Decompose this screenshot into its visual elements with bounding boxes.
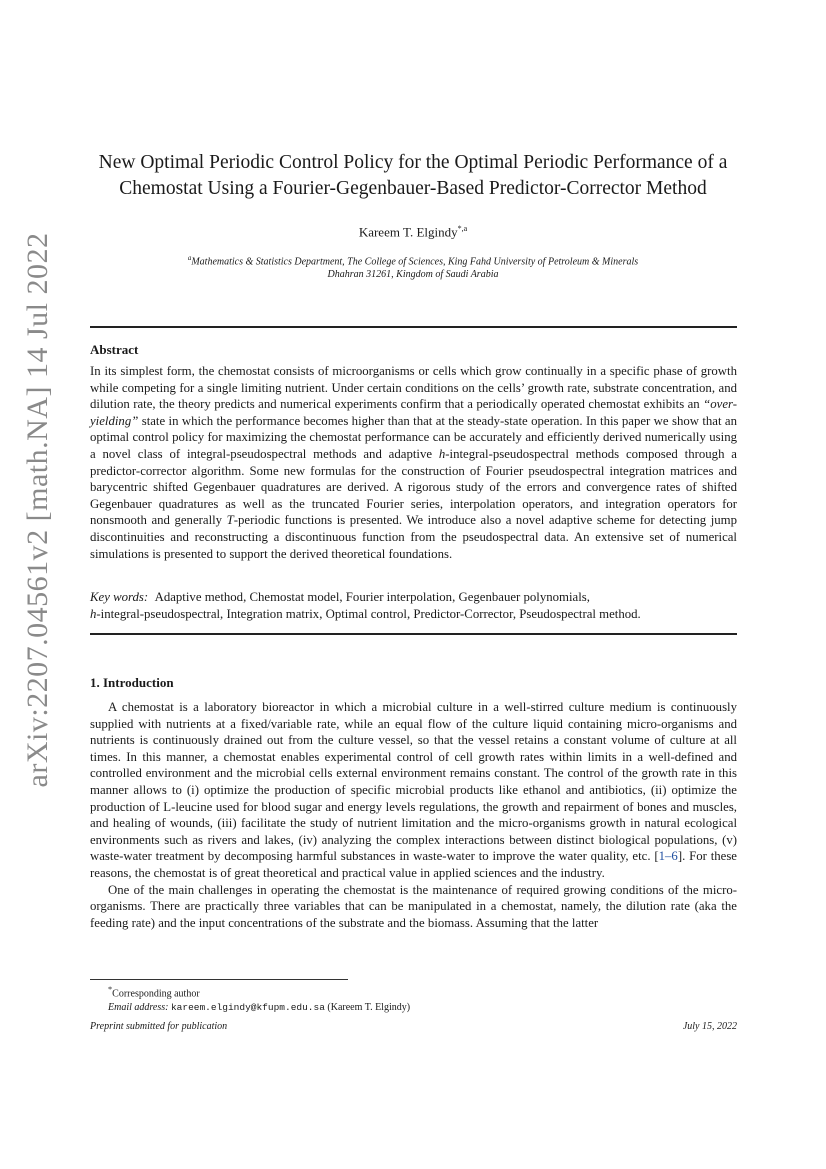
intro-paragraph-1: A chemostat is a laboratory bioreactor in which a microbial culture in a well-stirred culture medium is continuously supplied with nutrients at a fixed/variable rate, while an equal flow of the culture liquid containing micro-organisms and nutrients is continuously drained out from the culture vessel, so that the vessel retains a constant volume of culture at all times. In this manner, a chemostat enables experimental control of cell growth rates within limits in a well-defined and controlled environment and the microbial cells external environment remains constant. The control of the growth rate in this manner allows to (i) optimize the production of specific microbial products like ethanol and antibiotics, (ii) optimize the production of L-leucine used for blood sugar and energy levels regulations, the growth and repairment of bones and muscles, and healing of wounds, (iii) facilitate the study of nutrient limitation and the micro-organisms growth in natural ecological environments such as rivers and lakes, (iv) analyzing the complex interactions between distinct biological populations, (v) waste-water treatment by decomposing harmful substances in waste-water to improve the water quality, etc. [1–6]. For these reasons, the chemostat is of great theoretical and practical value in applied sciences and the industry. xyxy=(90,700,737,880)
affiliation-line-1: Mathematics & Statistics Department, The College of Sciences, King Fahd University of Petroleum & Minerals xyxy=(191,256,639,268)
author-line xyxy=(70,224,756,240)
footnote-email-label: Email address: xyxy=(108,1002,169,1014)
paper-title xyxy=(70,150,756,202)
footnote-email[interactable]: kareem.elgindy@kfupm.edu.sa xyxy=(170,1002,325,1014)
footnote-email-owner: (Kareem T. Elgindy) xyxy=(327,1002,411,1014)
introduction-body xyxy=(90,699,737,931)
affiliation-line-2: Dhahran 31261, Kingdom of Saudi Arabia xyxy=(327,269,499,281)
keywords-line-1: Adaptive method, Chemostat model, Fourier interpolation, Gegenbauer polynomials, xyxy=(154,590,590,604)
title-line-1: New Optimal Periodic Control Policy for the Optimal Periodic Performance of a xyxy=(98,152,728,173)
footer-preprint-note: Preprint submitted for publication xyxy=(90,1021,228,1032)
abstract-heading: Abstract xyxy=(90,342,139,357)
arxiv-sidebar-stamp xyxy=(16,232,60,788)
section-heading-introduction: 1. Introduction xyxy=(90,675,174,690)
keywords: Key words: Adaptive method, Chemostat model, Fourier interpolation, Gegenbauer polynomials, h-integral-pseudospectral, Integration matrix, Optimal control, Predictor-Corrector, Pseudospectral method. xyxy=(90,590,641,621)
title-line-2: Chemostat Using a Fourier-Gegenbauer-Based Predictor-Corrector Method xyxy=(119,178,707,199)
author-name: Kareem T. Elgindy xyxy=(358,224,458,240)
keywords-label: Key words: xyxy=(90,590,149,604)
keywords-line-2: -integral-pseudospectral, Integration matrix, Optimal control, Predictor-Corrector, Pseudospectral method. xyxy=(96,606,641,621)
abstract-bottom-rule xyxy=(90,633,737,635)
intro-paragraph-2: One of the main challenges in operating the chemostat is the maintenance of required growing conditions of the micro-organisms. There are practically three variables that can be manipulated in a chemostat, namely, the dilution rate (aka the feeding rate) and the input concentrations of the substrate and the biomass. Assuming that the latter xyxy=(90,882,737,930)
footnote-rule xyxy=(90,979,348,980)
arxiv-identifier: arXiv:2207.04561v2 [math.NA] 14 Jul 2022 xyxy=(21,232,54,788)
citation-link[interactable]: 1–6 xyxy=(658,849,678,864)
footer-date: July 15, 2022 xyxy=(682,1021,737,1032)
affiliation-mark: a xyxy=(187,254,192,262)
abstract-top-rule xyxy=(90,326,737,328)
footnote-corresponding: Corresponding author xyxy=(112,988,200,1000)
author-marks: *,a xyxy=(457,224,468,233)
abstract-body: In its simplest form, the chemostat consists of microorganisms or cells which grow continually in a specific phase of growth while competing for a single limiting nutrient. Under certain conditions on the cells’ growth rate, substrate concentration, and dilution rate, the theory predicts and numerical experiments confirm that a periodically operated chemostat exhibits an “over-yielding” state in which the performance becomes higher than that at the steady-state operation. In this paper we show that an optimal control policy for maximizing the chemostat performance can be accurately and efficiently derived numerically using a novel class of integral-pseudospectral methods and adaptive h-integral-pseudospectral methods composed through a predictor-corrector algorithm. Some new formulas for the construction of Fourier pseudospectral integration matrices and barycentric shifted Gegenbauer quadratures are derived. A rigorous study of the errors and convergence rates of shifted Gegenbauer quadratures as well as the truncated Fourier series, interpolation operators, and integration operators for nonsmooth and generally T-periodic functions is presented. We introduce also a novel adaptive scheme for detecting jump discontinuities and reconstructing a discontinuous function from the pseudospectral data. An extensive set of numerical simulations is presented to support the derived theoretical foundations. xyxy=(90,364,737,561)
footnote: *Corresponding author Email address: kareem.elgindy@kfupm.edu.sa (Kareem T. Elgindy) xyxy=(108,985,411,1014)
affiliation xyxy=(70,252,756,281)
